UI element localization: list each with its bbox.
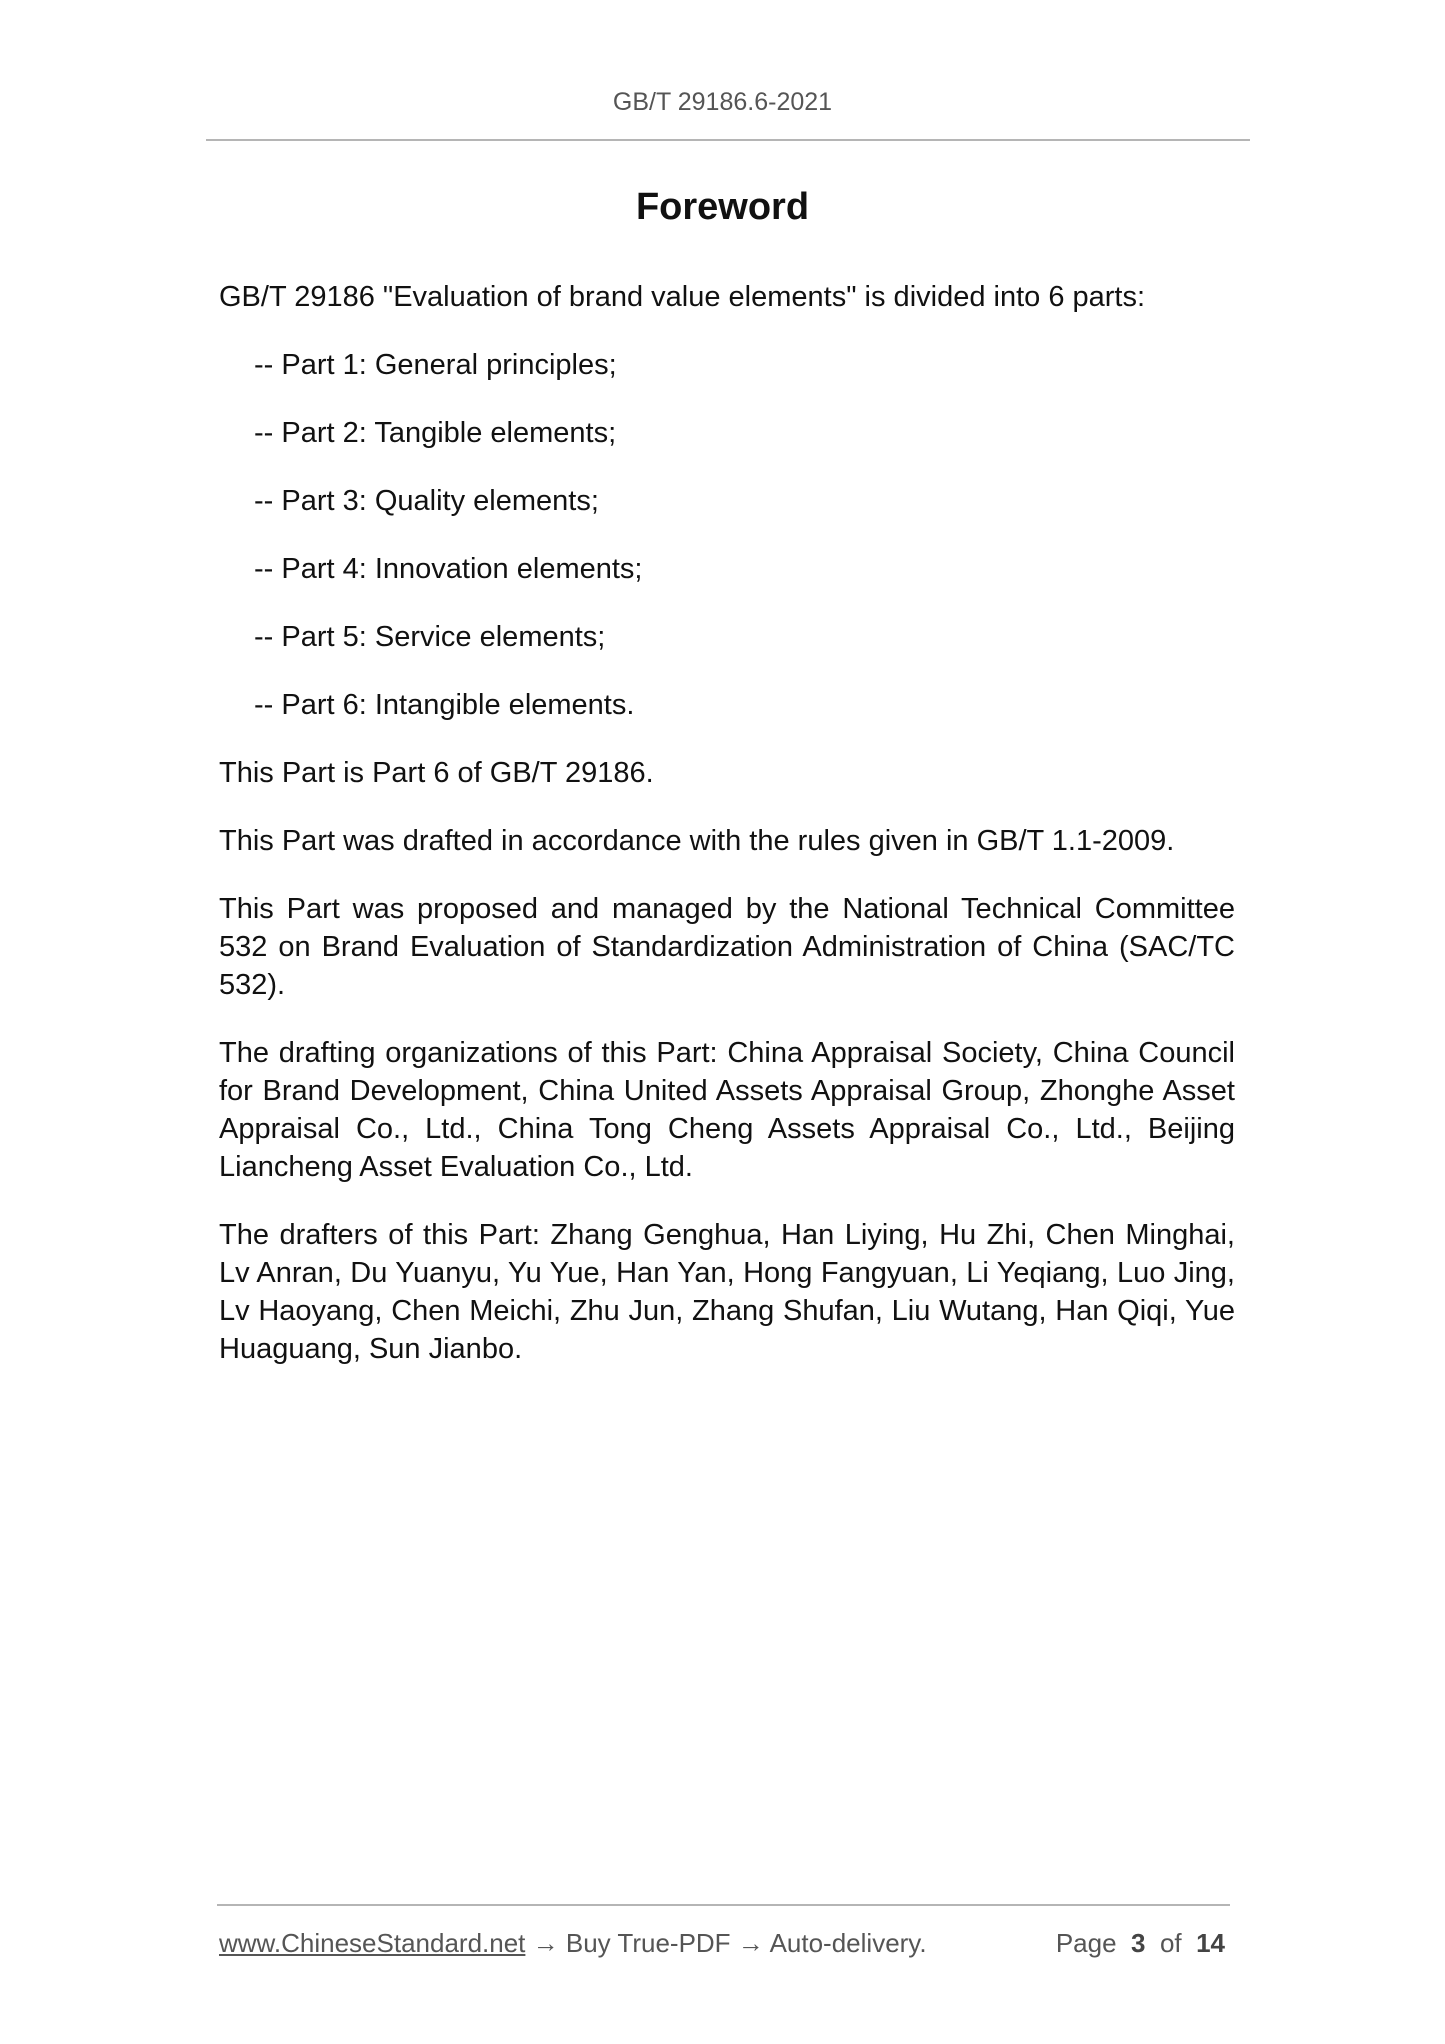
footer-tagline: → Buy True-PDF → Auto-delivery. — [525, 1928, 927, 1958]
page-label: Page — [1055, 1928, 1117, 1958]
paragraph: The drafting organizations of this Part: China Appraisal Society, China Council for Brand Development, China United Assets Appraisal Group, Zhonghe Asset Appraisal Co., Ltd., China Tong Cheng Assets Appraisal Co., Ltd., Beijing Liancheng Asset Evaluation Co., Ltd. — [219, 1037, 1235, 1183]
website-link[interactable]: www.ChineseStandard.net — [219, 1928, 526, 1958]
list-item: -- Part 3: Quality elements; — [254, 485, 599, 517]
of-label: of — [1159, 1928, 1182, 1958]
list-item: -- Part 4: Innovation elements; — [254, 553, 643, 585]
header-divider — [206, 139, 1250, 141]
page-total: 14 — [1196, 1928, 1225, 1958]
paragraph: This Part was proposed and managed by the National Technical Committee 532 on Brand Evaluation of Standardization Administration of China (SAC/TC 532). — [219, 893, 1235, 1001]
paragraph: The drafters of this Part: Zhang Genghua, Han Liying, Hu Zhi, Chen Minghai, Lv Anran, Du Yuanyu, Yu Yue, Han Yan, Hong Fangyuan, Li Yeqiang, Luo Jing, Lv Haoyang, Chen Meichi, Zhu Jun, Zhang Shufan, Liu Wutang, Han Qiqi, Yue Huaguang, Sun Jianbo. — [219, 1219, 1235, 1365]
paragraph: This Part is Part 6 of GB/T 29186. — [219, 757, 654, 789]
footer — [219, 1928, 1225, 1959]
page-title: Foreword — [635, 186, 810, 228]
document-id-header: GB/T 29186.6-2021 — [612, 88, 833, 116]
list-item: -- Part 2: Tangible elements; — [254, 417, 617, 449]
list-item: -- Part 5: Service elements; — [254, 621, 606, 653]
list-item: -- Part 6: Intangible elements. — [254, 689, 635, 721]
foreword-body — [219, 278, 1235, 1398]
intro-paragraph: GB/T 29186 "Evaluation of brand value elements" is divided into 6 parts: — [219, 281, 1146, 313]
footer-left — [219, 1928, 927, 1959]
footer-divider — [217, 1904, 1230, 1906]
list-item: -- Part 1: General principles; — [254, 349, 617, 381]
page-indicator — [1056, 1928, 1225, 1959]
paragraph: This Part was drafted in accordance with the rules given in GB/T 1.1-2009. — [219, 825, 1175, 857]
page-number: 3 — [1131, 1928, 1146, 1958]
